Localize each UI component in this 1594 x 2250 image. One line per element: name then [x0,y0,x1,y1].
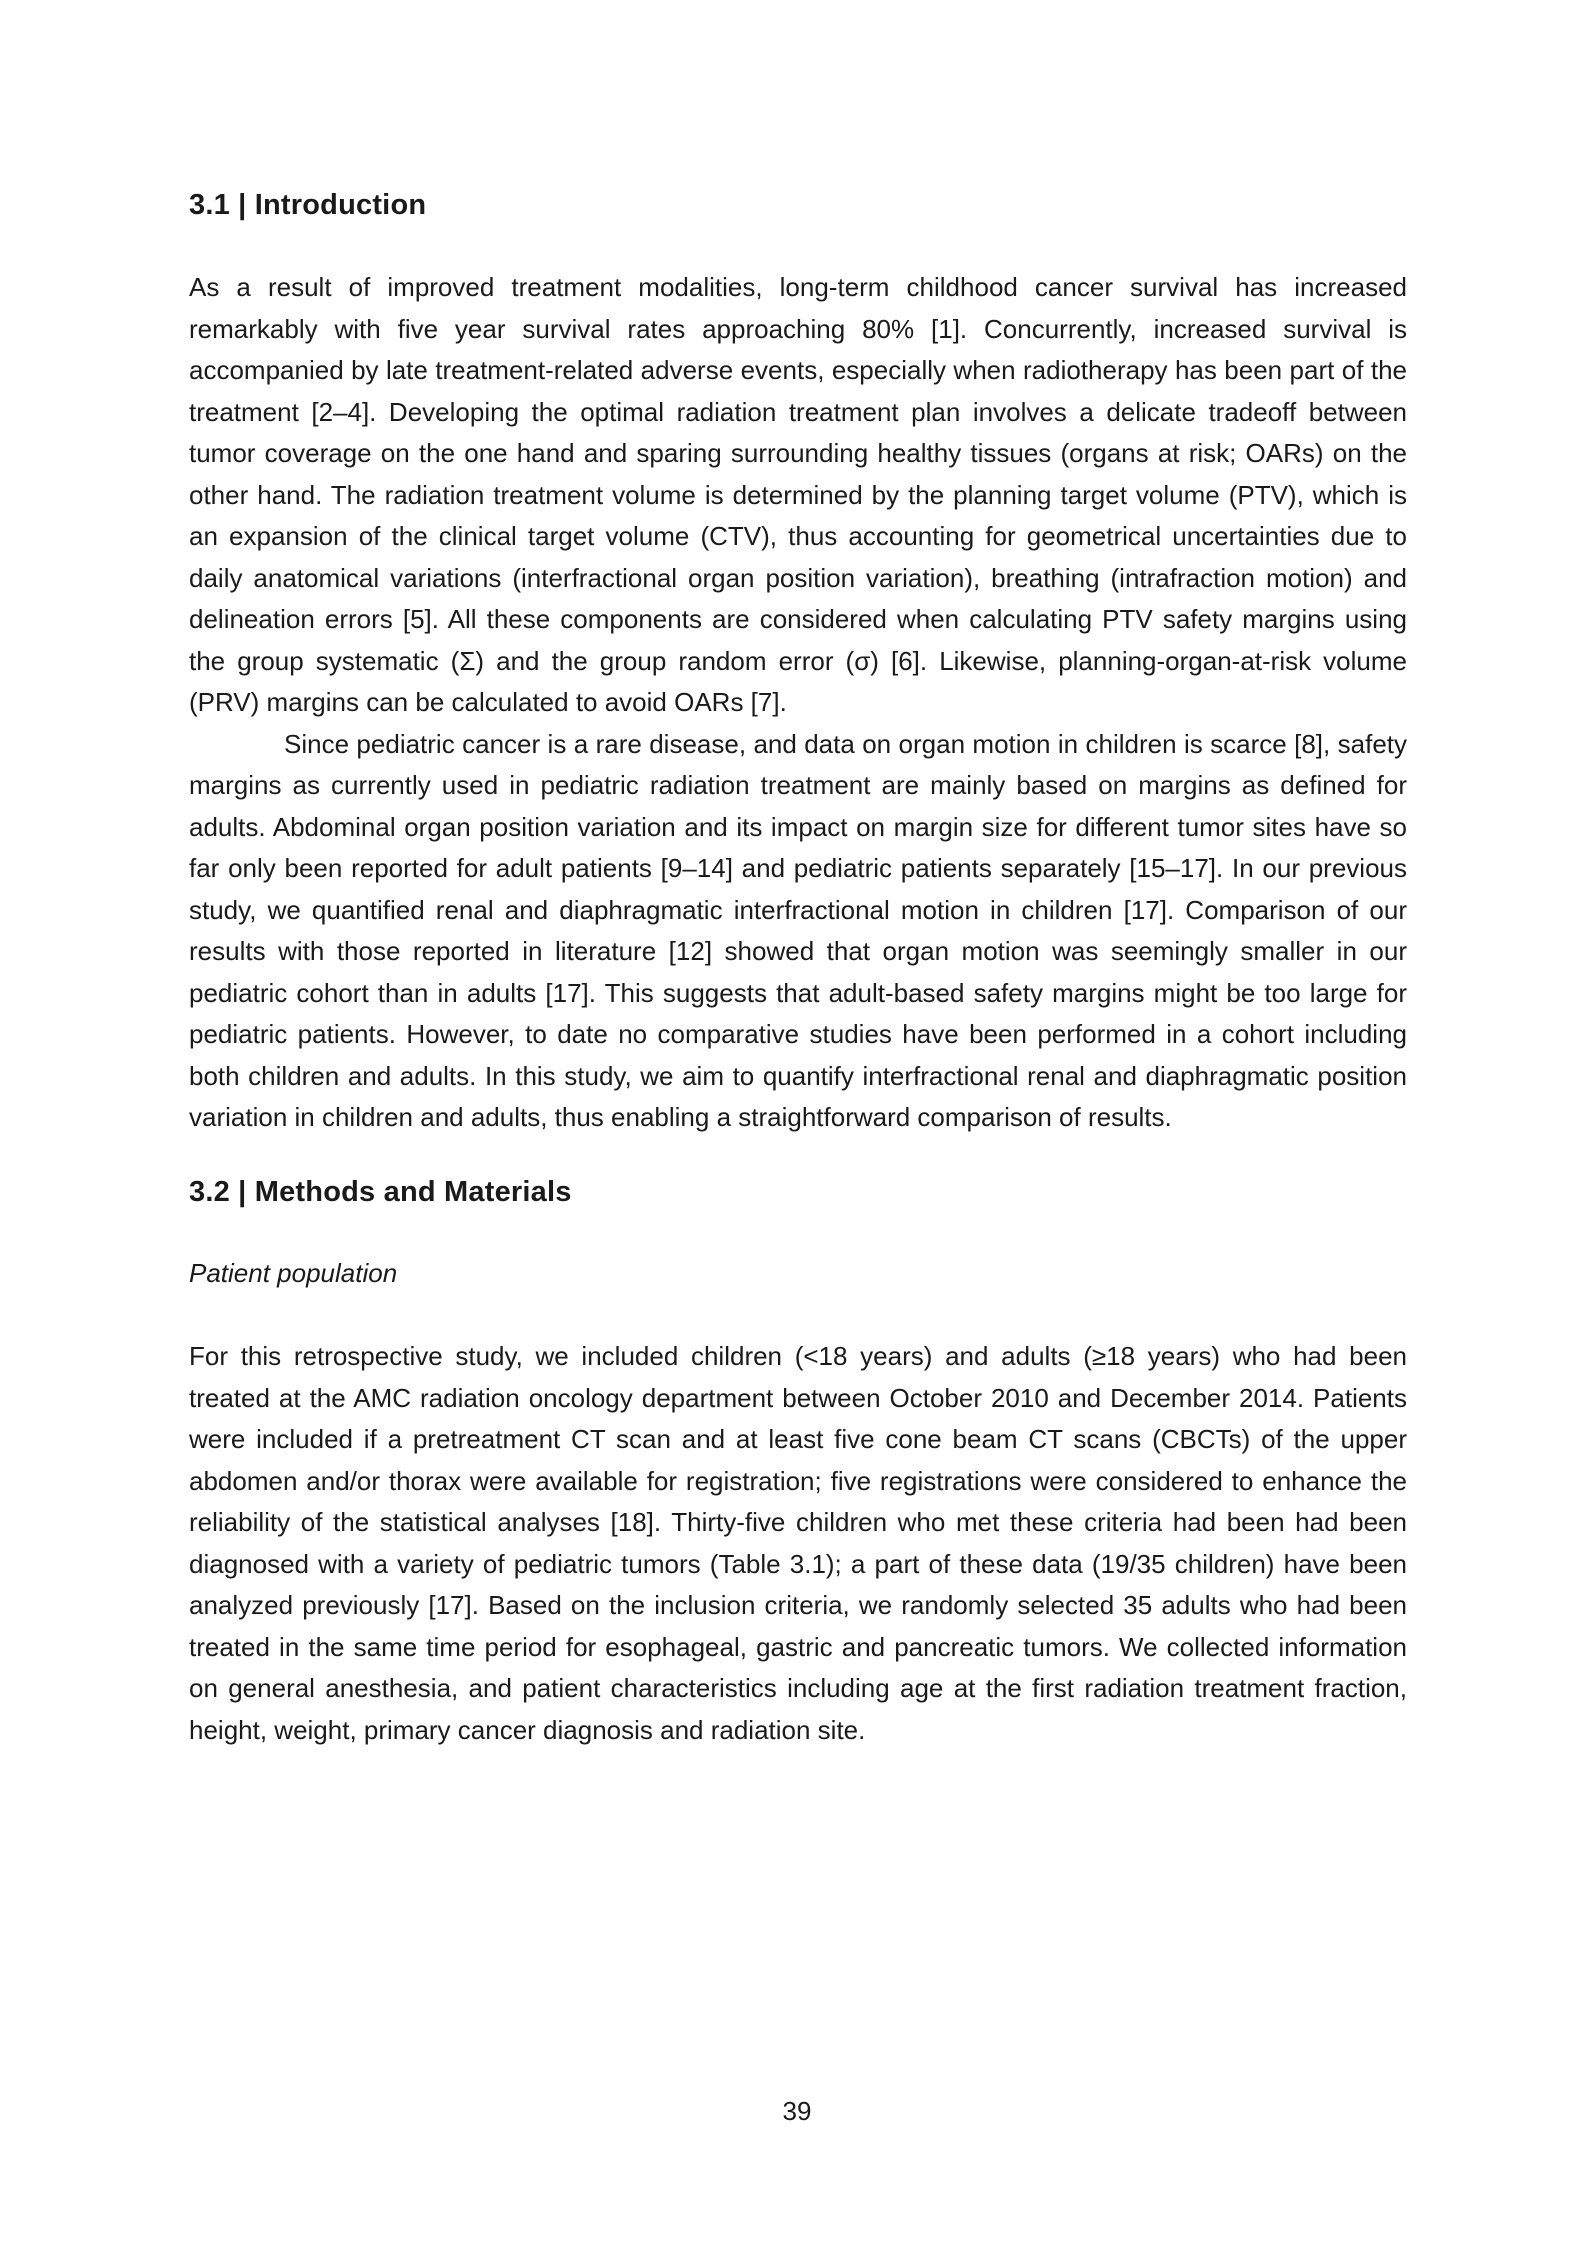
section-heading-introduction: 3.1 | Introduction [189,189,427,221]
paragraph-introduction-2: Since pediatric cancer is a rare disease, and data on organ motion in children is scarce [8], safety margins as currently used in pediatric radiation treatment are mainly based on margins as defined for adults. Abdominal organ position variation and its impact on margin size for different tumor sites have so far only been reported for adult patients [9–14] and pediatric patients separately [15–17]. In our previous study, we quantified renal and diaphragmatic interfractional motion in children [17]. Comparison of our results with those reported in literature [12] showed that organ motion was seemingly smaller in our pediatric cohort than in adults [17]. This suggests that adult-based safety margins might be too large for pediatric patients. However, to date no comparative studies have been performed in a cohort including both children and adults. In this study, we aim to quantify interfractional renal and diaphragmatic position variation in children and adults, thus enabling a straightforward comparison of results. [189,728,1407,1132]
page-number: 39 [782,2096,812,2126]
page-content [189,186,1407,1751]
paragraph-methods-1: For this retrospective study, we included children (<18 years) and adults (≥18 years) who had been treated at the AMC radiation oncology department between October 2010 and December 2014. Patients were included if a pretreatment CT scan and at least five cone beam CT scans (CBCTs) of the upper abdomen and/or thorax were available for registration; five registrations were considered to enhance the reliability of the statistical analyses [18]. Thirty-five children who met these criteria had been had been diagnosed with a variety of pediatric tumors (Table 3.1); a part of these data (19/35 children) have been analyzed previously [17]. Based on the inclusion criteria, we randomly selected 35 adults who had been treated in the same time period for esophageal, gastric and pancreatic tumors. We collected information on general anesthesia, and patient characteristics including age at the first radiation treatment fraction, height, weight, primary cancer diagnosis and radiation site. [189,1341,1407,1745]
subheading-patient-population: Patient population [189,1257,398,1288]
paragraph-introduction-1: As a result of improved treatment modalities, long-term childhood cancer survival has increased remarkably with five year survival rates approaching 80% [1]. Concurrently, increased survival is accompanied by late treatment-related adverse events, especially when radiotherapy has been part of the treatment [2–4]. Developing the optimal radiation treatment plan involves a delicate tradeoff between tumor coverage on the one hand and sparing surrounding healthy tissues (organs at risk; OARs) on the other hand. The radiation treatment volume is determined by the planning target volume (PTV), which is an expansion of the clinical target volume (CTV), thus accounting for geometrical uncertainties due to daily anatomical variations (interfractional organ position variation), breathing (intrafraction motion) and delineation errors [5]. All these components are considered when calculating PTV safety margins using the group systematic (Σ) and the group random error (σ) [6]. Likewise, planning-organ-at-risk volume (PRV) margins can be calculated to avoid OARs [7]. [189,272,1407,717]
section-heading-methods: 3.2 | Methods and Materials [189,1175,572,1208]
